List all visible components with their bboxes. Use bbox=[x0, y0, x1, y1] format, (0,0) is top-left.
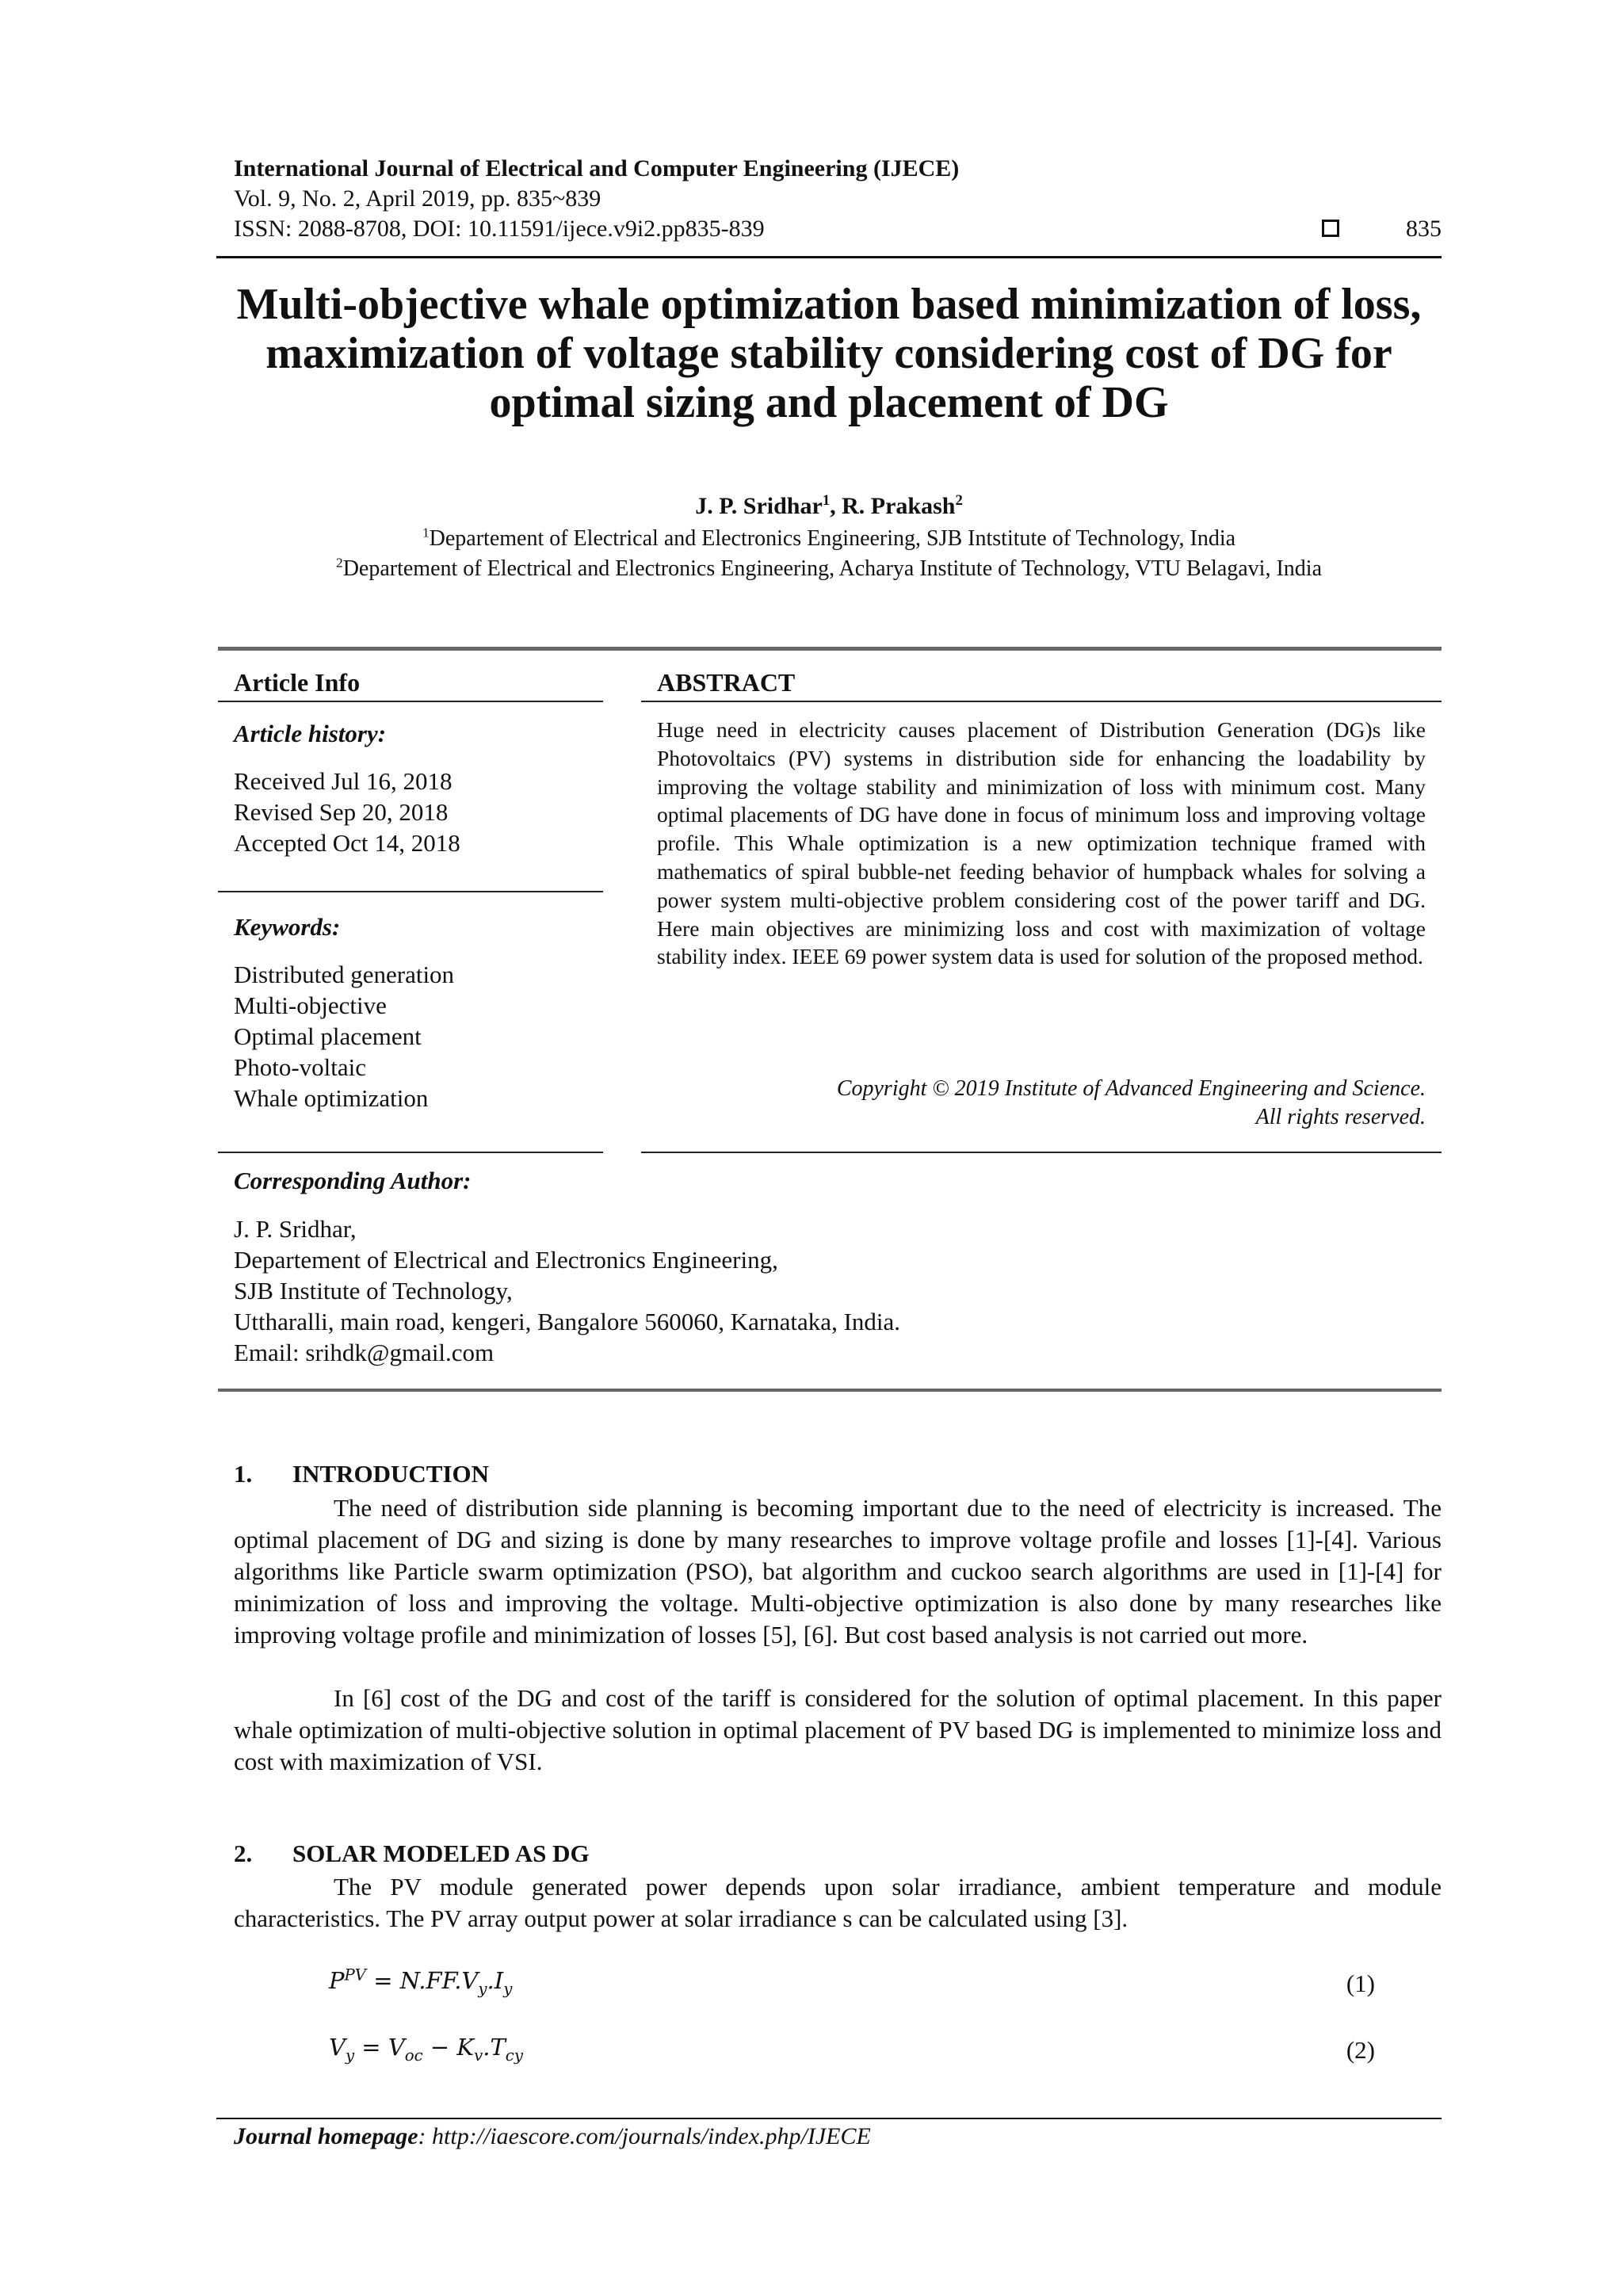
page-number: 835 bbox=[1406, 216, 1442, 242]
abstract-text: Huge need in electricity causes placement of Distribution Generation (DG)s like Photovoltaics (PV) systems in distribution side for enhancing the loadability by improving the voltage stability and minimization of loss with minimum cost. Many optimal placements of DG have done in focus of minimum loss and improving voltage profile. This Whale optimization is a new optimization technique framed with mathematics of spiral bubble-net feeding behavior of humpback whales for solving a power system multi-objective problem considering cost of the power tariff and DG. Here main objectives are minimizing loss and cost with maximization of voltage stability index. IEEE 69 power system data is used for solution of the proposed method. bbox=[657, 717, 1426, 969]
section-1-heading bbox=[234, 1460, 489, 1488]
section-2-heading bbox=[234, 1839, 590, 1868]
affiliation-1-mark: 1 bbox=[422, 525, 430, 541]
author-2: R. Prakash bbox=[842, 493, 956, 519]
journal-name: International Journal of Electrical and Computer Engineering (IJECE) bbox=[234, 155, 960, 181]
eq2-sub-a: oc bbox=[404, 2046, 423, 2065]
section-2-number: 2. bbox=[234, 1839, 253, 1867]
article-info-rule bbox=[218, 701, 603, 702]
section-1-title: INTRODUCTION bbox=[292, 1460, 490, 1488]
article-history-list bbox=[234, 766, 460, 858]
journal-homepage-label: Journal homepage bbox=[234, 2123, 418, 2149]
keyword-item: Multi-objective bbox=[234, 991, 387, 1019]
equation-1 bbox=[329, 1967, 512, 1998]
eq1-rhs-b: .I bbox=[487, 1967, 504, 1994]
eq1-p: P bbox=[329, 1967, 345, 1994]
eq2-sub-c: cy bbox=[505, 2046, 523, 2065]
eq2-lhs-sub: y bbox=[345, 2046, 355, 2065]
footer-rule bbox=[216, 2118, 1442, 2119]
author-2-affil: 2 bbox=[955, 492, 963, 509]
section-2-title: SOLAR MODELED AS DG bbox=[292, 1839, 590, 1867]
info-top-rule bbox=[218, 647, 1442, 651]
article-info-heading: Article Info bbox=[234, 668, 361, 697]
corresponding-author-details bbox=[234, 1213, 900, 1368]
affiliation-2 bbox=[216, 556, 1442, 582]
corr-name: J. P. Sridhar, bbox=[234, 1215, 357, 1243]
section-1-number: 1. bbox=[234, 1460, 253, 1488]
history-accepted: Accepted Oct 14, 2018 bbox=[234, 829, 460, 857]
history-received: Received Jul 16, 2018 bbox=[234, 767, 453, 795]
author-1: J. P. Sridhar bbox=[695, 493, 823, 519]
eq1-sup: PV bbox=[344, 1966, 367, 1985]
keyword-item: Whale optimization bbox=[234, 1084, 429, 1112]
keywords-heading: Keywords: bbox=[234, 913, 341, 941]
author-line bbox=[216, 493, 1442, 520]
corresponding-bottom-rule bbox=[218, 1389, 1442, 1392]
eq2-sub-b: v bbox=[474, 2046, 483, 2065]
eq2-rhs-c: .T bbox=[483, 2034, 506, 2061]
abstract-bottom-rule bbox=[641, 1152, 1442, 1153]
journal-homepage-url[interactable]: : http://iaescore.com/journals/index.php/IJECE bbox=[418, 2123, 871, 2149]
eq1-rhs-a: = N.FF.V bbox=[366, 1967, 479, 1994]
section-1-paragraph-2: In [6] cost of the DG and cost of the tariff is considered for the solution of optimal placement. In this paper whale optimization of multi-objective solution in optimal placement of PV based DG is implemented to minimize loss and cost with maximization of VSI. bbox=[234, 1684, 1442, 1775]
affiliation-1 bbox=[216, 526, 1442, 552]
corr-address: Uttharalli, main road, kengeri, Bangalore 560060, Karnataka, India. bbox=[234, 1308, 901, 1335]
keywords-rule bbox=[218, 1152, 603, 1153]
keyword-item: Optimal placement bbox=[234, 1022, 422, 1050]
header-rule bbox=[216, 256, 1442, 258]
eq2-rhs-b: − K bbox=[422, 2034, 475, 2061]
equation-2-number: (2) bbox=[1346, 2036, 1375, 2064]
section-2-paragraph-1: The PV module generated power depends upon solar irradiance, ambient temperature and module characteristics. The PV array output power at solar irradiance s can be calculated using [3]. bbox=[234, 1873, 1442, 1932]
eq1-sub-a: y bbox=[478, 1979, 487, 1998]
journal-homepage bbox=[234, 2123, 871, 2150]
copyright-notice bbox=[657, 1075, 1426, 1132]
affiliation-1-text: Departement of Electrical and Electronics Engineering, SJB Intstitute of Technology, India bbox=[429, 526, 1236, 551]
abstract-heading: ABSTRACT bbox=[657, 668, 796, 697]
paper-title: Multi-objective whale optimization based minimization of loss, maximization of voltage stability considering cost of DG for optimal sizing and placement of DG bbox=[236, 280, 1422, 427]
checkbox-square-icon bbox=[1322, 220, 1339, 237]
author-separator: , bbox=[830, 493, 842, 519]
eq1-sub-b: y bbox=[503, 1979, 513, 1998]
abstract-rule bbox=[641, 701, 1442, 702]
corr-email: Email: srihdk@gmail.com bbox=[234, 1339, 495, 1366]
author-1-affil: 1 bbox=[822, 492, 831, 509]
corr-institute: SJB Institute of Technology, bbox=[234, 1277, 513, 1305]
equation-1-number: (1) bbox=[1346, 1969, 1375, 1997]
equation-2 bbox=[329, 2034, 523, 2065]
affiliation-2-text: Departement of Electrical and Electronics Engineering, Acharya Institute of Technology, VTU Belagavi, India bbox=[342, 556, 1322, 581]
keyword-item: Photo-voltaic bbox=[234, 1053, 367, 1081]
article-history-heading: Article history: bbox=[234, 720, 387, 747]
history-rule bbox=[218, 891, 603, 892]
keyword-item: Distributed generation bbox=[234, 961, 455, 988]
affiliation-2-mark: 2 bbox=[336, 555, 343, 571]
corr-department: Departement of Electrical and Electronics Engineering, bbox=[234, 1246, 778, 1274]
journal-volume: Vol. 9, No. 2, April 2019, pp. 835~839 bbox=[234, 185, 601, 212]
section-1-paragraph-1: The need of distribution side planning is becoming important due to the need of electricity is increased. The optimal placement of DG and sizing is done by many researches to improve voltage profile and losses [1]-[4]. Various algorithms like Particle swarm optimization (PSO), bat algorithm and cuckoo search algorithms are used in [1]-[4] for minimization of loss and improving the voltage. Multi-objective optimization is also done by many researches like improving voltage profile and minimization of losses [5], [6]. But cost based analysis is not carried out more. bbox=[234, 1494, 1442, 1648]
journal-issn-doi: ISSN: 2088-8708, DOI: 10.11591/ijece.v9i2.pp835-839 bbox=[234, 216, 765, 242]
eq2-rhs-a: = V bbox=[354, 2034, 405, 2061]
copyright-line-1: Copyright © 2019 Institute of Advanced Engineering and Science. bbox=[836, 1076, 1426, 1101]
keywords-list bbox=[234, 959, 454, 1114]
history-revised: Revised Sep 20, 2018 bbox=[234, 798, 449, 826]
corresponding-author-heading: Corresponding Author: bbox=[234, 1167, 472, 1194]
eq2-lhs: V bbox=[329, 2034, 346, 2061]
copyright-line-2: All rights reserved. bbox=[1255, 1105, 1426, 1129]
